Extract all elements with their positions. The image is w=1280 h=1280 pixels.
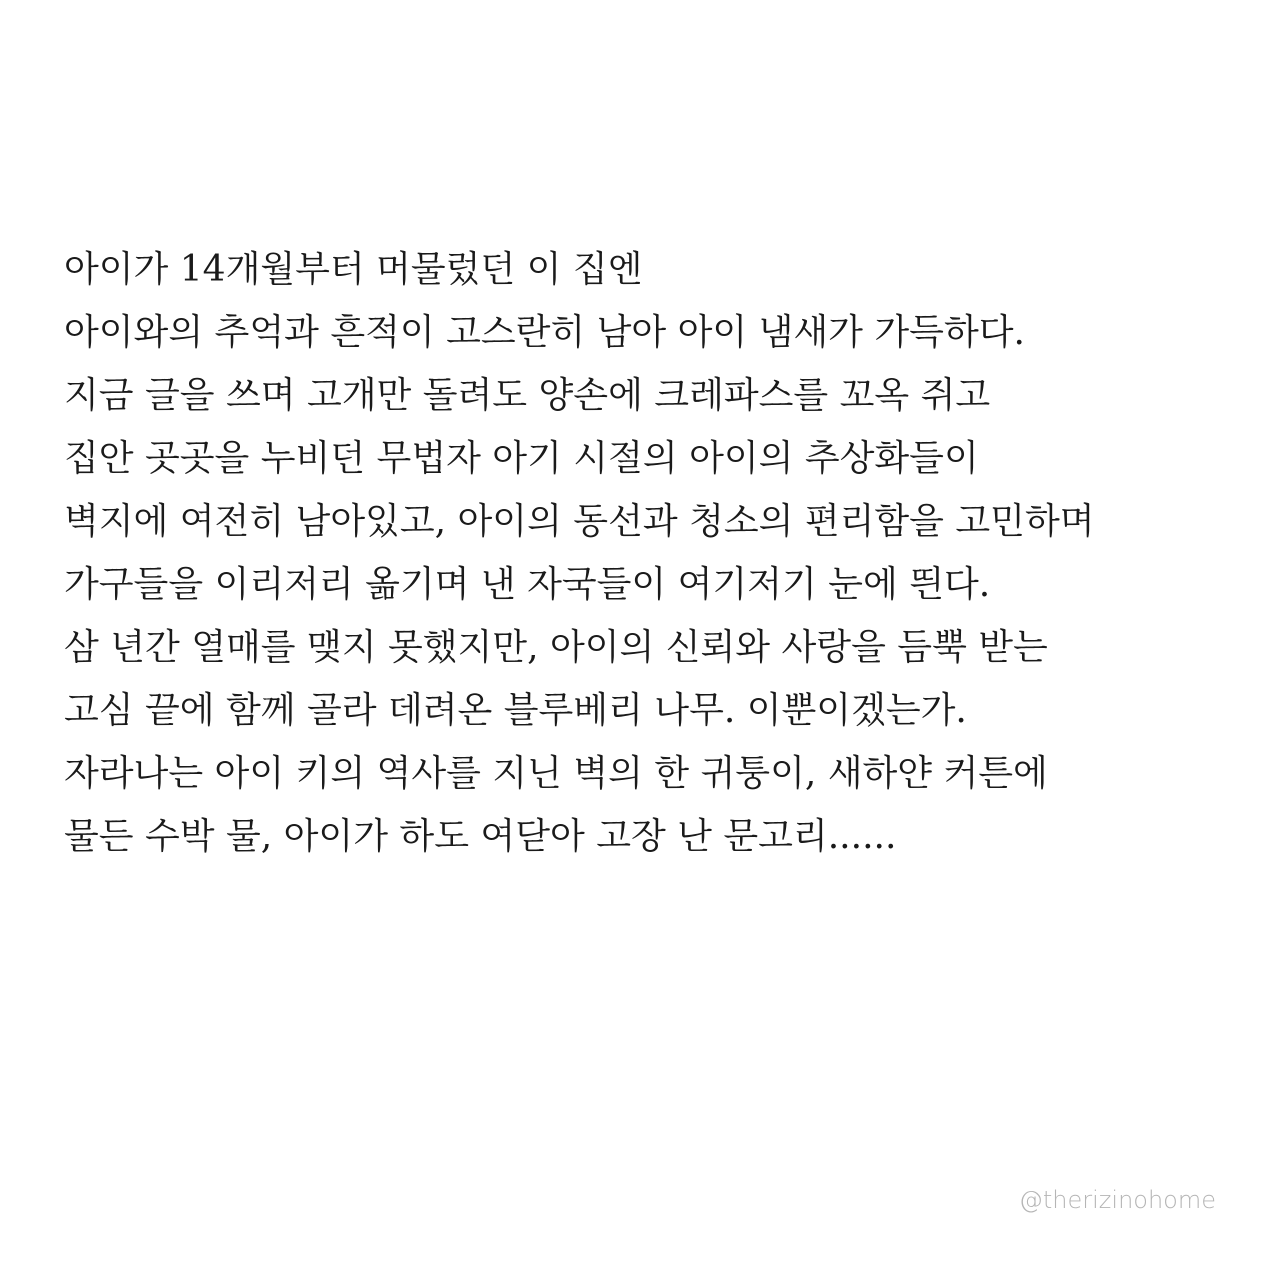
text-line: 아이와의 추억과 흔적이 고스란히 남아 아이 냄새가 가득하다.	[64, 312, 1025, 353]
author-watermark: @therizinohome	[1018, 1186, 1216, 1214]
text-line: 삼 년간 열매를 맺지 못했지만, 아이의 신뢰와 사랑을 듬뿍 받는	[64, 627, 1048, 668]
text-line: 자라나는 아이 키의 역사를 지닌 벽의 한 귀퉁이, 새하얀 커튼에	[64, 753, 1048, 794]
text-line: 가구들을 이리저리 옮기며 낸 자국들이 여기저기 눈에 띈다.	[64, 564, 991, 605]
text-line: 고심 끝에 함께 골라 데려온 블루베리 나무. 이뿐이겠는가.	[64, 690, 967, 731]
text-line: 벽지에 여전히 남아있고, 아이의 동선과 청소의 편리함을 고민하며	[64, 501, 1095, 542]
text-line: 물든 수박 물, 아이가 하도 여닫아 고장 난 문고리......	[64, 816, 897, 857]
text-line: 집안 곳곳을 누비던 무법자 아기 시절의 아이의 추상화들이	[64, 438, 979, 479]
text-line: 아이가 14개월부터 머물렀던 이 집엔	[64, 249, 643, 290]
text-body	[64, 238, 1244, 868]
text-line: 지금 글을 쓰며 고개만 돌려도 양손에 크레파스를 꼬옥 쥐고	[64, 375, 991, 416]
